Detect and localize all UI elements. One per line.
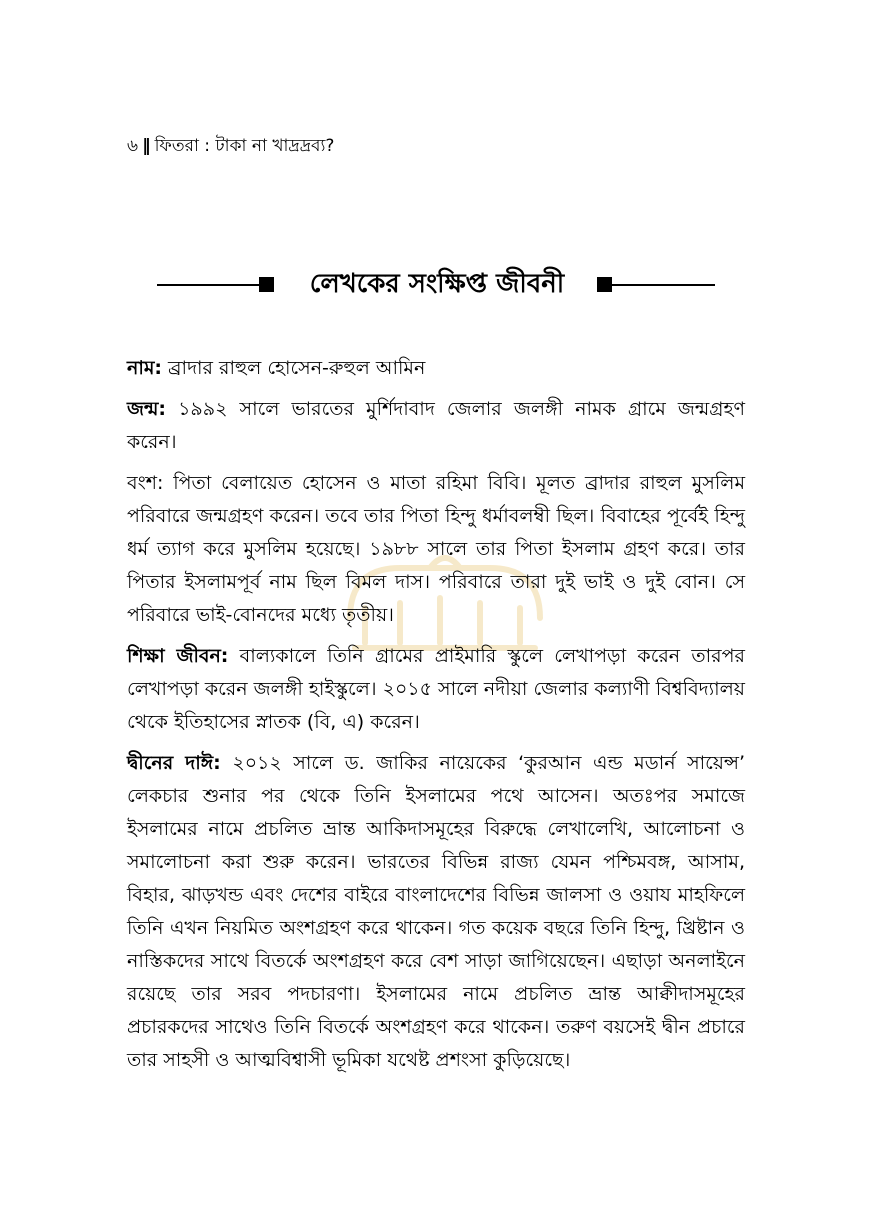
birth-label: জন্ম: xyxy=(127,398,166,420)
heading-rule-left xyxy=(157,284,259,286)
bio-name xyxy=(127,352,745,385)
section-heading xyxy=(157,262,715,308)
biography-content xyxy=(127,352,745,1085)
section-title: লেখকের সংক্ষিপ্ত জীবনী xyxy=(309,269,565,299)
header-separator: ‖ xyxy=(142,136,151,156)
heading-square-left-icon xyxy=(259,277,274,292)
heading-square-right-icon xyxy=(597,277,612,292)
running-header xyxy=(127,133,334,159)
education-label: শিক্ষা জীবন: xyxy=(127,645,229,667)
heading-rule-right xyxy=(612,284,715,286)
book-title: ফিতরা : টাকা না খাদ্রদ্রব্য? xyxy=(154,136,335,156)
name-text: ব্রাদার রাহুল হোসেন-রুহুল আমিন xyxy=(162,357,426,379)
bio-education xyxy=(127,640,745,739)
name-label: নাম: xyxy=(127,357,162,379)
page-number: ৬ xyxy=(127,136,139,156)
dawah-text: ২০১২ সালে ড. জাকির নায়েকের ‘কুরআন এন্ড মডার্ন সায়েন্স’ লেকচার শুনার পর থেকে তিনি ইসলামের পথে আসেন। অতঃপর সমাজে ইসলামের নামে প্রচলিত ভ্রান্ত আকিদাসমূহের বিরুদ্ধে লেখালেখি, আলোচনা ও সমালোচনা করা শুরু করেন। ভারতের বিভিন্ন রাজ্য যেমন পশ্চিমবঙ্গ, আসাম, বিহার, ঝাড়খন্ড এবং দেশের বাইরে বাংলাদেশের বিভিন্ন জালসা ও ওয়ায মাহফিলে তিনি এখন নিয়মিত অংশগ্রহণ করে থাকেন। গত কয়েক বছরে তিনি হিন্দু, খ্রিষ্টান ও নাস্তিকদের সাথে বিতর্কে অংশগ্রহণ করে বেশ সাড়া জাগিয়েছেন। এছাড়া অনলাইনে রয়েছে তার সরব পদচারণা। ইসলামের নামে প্রচলিত ভ্রান্ত আক্বীদাসমূহের প্রচারকদের সাথেও তিনি বিতর্কে অংশগ্রহণ করে থাকেন। তরুণ বয়সেই দ্বীন প্রচারে তার সাহসী ও আত্মবিশ্বাসী ভূমিকা যথেষ্ট প্রশংসা কুড়িয়েছে। xyxy=(127,752,745,1071)
bio-birth xyxy=(127,393,745,459)
bio-lineage xyxy=(127,467,745,632)
bio-dawah xyxy=(127,747,745,1077)
education-text: বাল্যকালে তিনি গ্রামের প্রাইমারি স্কুলে লেখাপড়া করেন তারপর লেখাপড়া করেন জলঙ্গী হাইস্কুলে। ২০১৫ সালে নদীয়া জেলার কল্যাণী বিশ্ববিদ্যালয় থেকে ইতিহাসের স্নাতক (বি, এ) করেন। xyxy=(127,645,745,733)
lineage-text: বংশ: পিতা বেলায়েত হোসেন ও মাতা রহিমা বিবি। মূলত ব্রাদার রাহুল মুসলিম পরিবারে জন্মগ্রহণ করেন। তবে তার পিতা হিন্দু ধর্মাবলম্বী ছিল। বিবাহের পূর্বেই হিন্দু ধর্ম ত্যাগ করে মুসলিম হয়েছে। ১৯৮৮ সালে তার পিতা ইসলাম গ্রহণ করে। তার পিতার ইসলামপূর্ব নাম ছিল বিমল দাস। পরিবারে তারা দুই ভাই ও দুই বোন। সে পরিবারে ভাই-বোনদের মধ্যে তৃতীয়। xyxy=(127,472,745,626)
birth-text: ১৯৯২ সালে ভারতের মুর্শিদাবাদ জেলার জলঙ্গী নামক গ্রামে জন্মগ্রহণ করেন। xyxy=(127,398,745,453)
dawah-label: দ্বীনের দাঈ: xyxy=(127,752,221,774)
